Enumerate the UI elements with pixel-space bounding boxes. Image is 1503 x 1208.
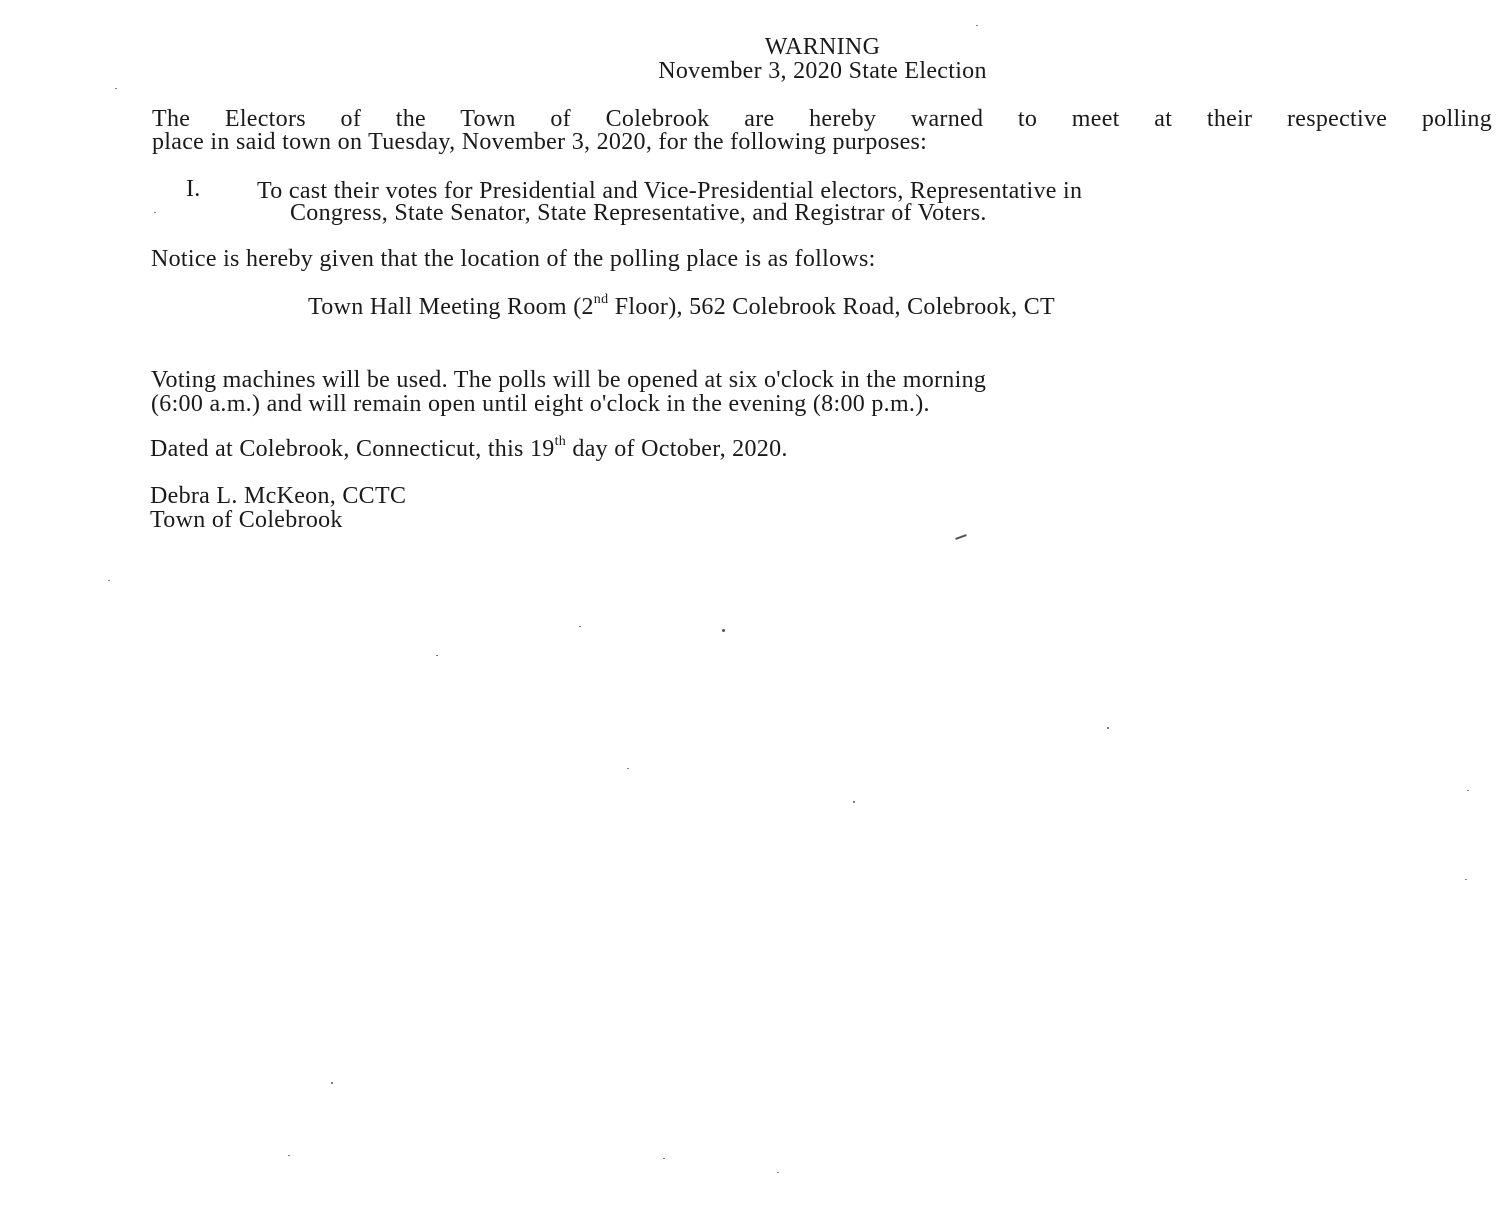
scan-speck bbox=[436, 655, 438, 656]
scan-mark bbox=[955, 534, 967, 540]
dated-part-2: day of October, 2020. bbox=[566, 436, 788, 462]
intro-line-2: place in said town on Tuesday, November 3, 2020, for the following purposes: bbox=[152, 129, 928, 155]
item-line-2: Congress, State Senator, State Representative, and Registrar of Voters. bbox=[290, 200, 987, 226]
polling-location bbox=[308, 294, 1055, 320]
polling-location-superscript: nd bbox=[593, 292, 609, 307]
scan-speck bbox=[976, 25, 978, 26]
scan-speck bbox=[1467, 790, 1469, 791]
polling-location-part-2: Floor), 562 Colebrook Road, Colebrook, CT bbox=[608, 294, 1055, 320]
scan-speck bbox=[777, 1172, 779, 1173]
scan-speck bbox=[115, 88, 117, 89]
item-number: I. bbox=[186, 176, 201, 202]
dated-line bbox=[150, 436, 788, 462]
scan-speck bbox=[1107, 727, 1109, 729]
intro-line-1: The Electors of the Town of Colebrook are hereby warned to meet at their respective polling bbox=[152, 106, 1492, 132]
document-subtitle: November 3, 2020 State Election bbox=[658, 58, 987, 84]
dated-part-1: Dated at Colebrook, Connecticut, this 19 bbox=[150, 436, 555, 462]
scan-speck bbox=[154, 212, 156, 213]
scan-speck bbox=[331, 1082, 333, 1084]
scan-speck bbox=[108, 580, 110, 581]
dated-superscript: th bbox=[554, 434, 567, 449]
voting-line-1: Voting machines will be used. The polls will be opened at six o'clock in the morning bbox=[151, 367, 987, 393]
item-line-1: To cast their votes for Presidential and Vice-Presidential electors, Representative in bbox=[257, 178, 1083, 204]
scan-speck bbox=[627, 768, 629, 769]
notice-text: Notice is hereby given that the location of the polling place is as follows: bbox=[151, 246, 876, 272]
signature-name: Debra L. McKeon, CCTC bbox=[150, 483, 407, 509]
scan-speck bbox=[663, 1158, 665, 1159]
scan-speck bbox=[722, 629, 725, 632]
signature-title: Town of Colebrook bbox=[150, 507, 343, 533]
polling-location-part-1: Town Hall Meeting Room (2 bbox=[308, 294, 594, 320]
document-title: WARNING bbox=[764, 34, 881, 60]
scan-speck bbox=[853, 801, 855, 803]
scan-speck bbox=[579, 626, 581, 627]
scan-speck bbox=[1465, 879, 1467, 880]
scan-speck bbox=[288, 1155, 290, 1156]
voting-line-2: (6:00 a.m.) and will remain open until eight o'clock in the evening (8:00 p.m.). bbox=[151, 391, 930, 417]
